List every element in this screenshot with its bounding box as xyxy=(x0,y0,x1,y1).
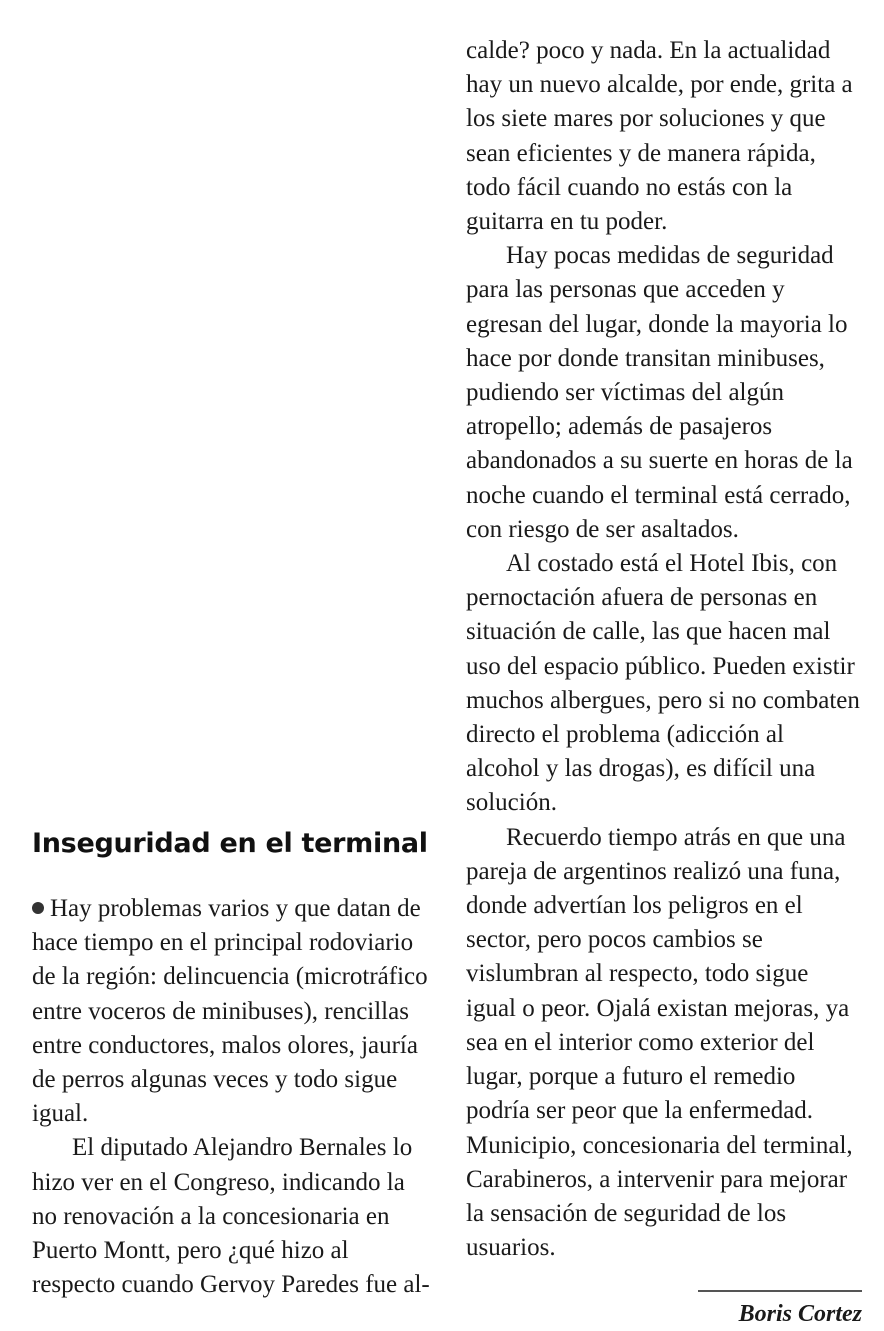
left-column xyxy=(32,824,436,1302)
author-signature: Boris Cortez xyxy=(738,1301,862,1328)
paragraph-4: Hay pocas medidas de seguridad para las personas que acceden y egresan del lugar, donde la mayoria lo hace por donde transitan minibuses, pudiendo ser víctimas del algún atropello; además de pasajeros abandonados a su suerte en horas de la noche cuando el terminal está cerrado, con riesgo de ser asaltados. xyxy=(466,242,853,543)
paragraph-2: El diputado Alejandro Bernales lo hizo ver en el Congreso, indicando la no renovación a la concesionaria en Puerto Montt, pero ¿qué hizo al respecto cuando Gervoy Paredes fue al- xyxy=(32,1134,430,1299)
paragraph-3: calde? poco y nada. En la actualidad hay un nuevo alcalde, por ende, grita a los siete mares por soluciones y que sean eficientes y de manera rápida, todo fácil cuando no estás con la guitarra en tu poder. xyxy=(466,37,853,236)
closing-rule xyxy=(698,1290,862,1292)
paragraph-5: Al costado está el Hotel Ibis, con pernoctación afuera de personas en situación de calle, las que hacen mal uso del espacio público. Pueden existir muchos albergues, pero si no combaten directo el problema (adicción al alcohol y las drogas), es difícil una solución. xyxy=(466,550,860,817)
article-headline: Inseguridad en el terminal xyxy=(32,828,428,859)
paragraph-6: Recuerdo tiempo atrás en que una pareja de argentinos realizó una funa, donde advertían los peligros en el sector, pero pocos cambios se vislumbran al respecto, todo sigue igual o peor. Ojalá existan mejoras, ya sea en el interior como exterior del lugar, porque a futuro el remedio podría ser peor que la enfermedad. Municipio, concesionaria del terminal, Carabineros, a intervenir para mejorar la sensación de seguridad de los usuarios. xyxy=(466,823,853,1262)
paragraph-1-text: Hay problemas varios y que datan de hace tiempo en el principal rodoviario de la región: delincuencia (microtráfico entre voceros de minibuses), rencillas entre conductores, malos olores, jauría de perros algunas veces y todo sigue igual. xyxy=(32,895,428,1128)
paragraph-1 xyxy=(32,892,436,1131)
right-column xyxy=(466,34,862,1331)
bullet-icon xyxy=(32,902,44,914)
